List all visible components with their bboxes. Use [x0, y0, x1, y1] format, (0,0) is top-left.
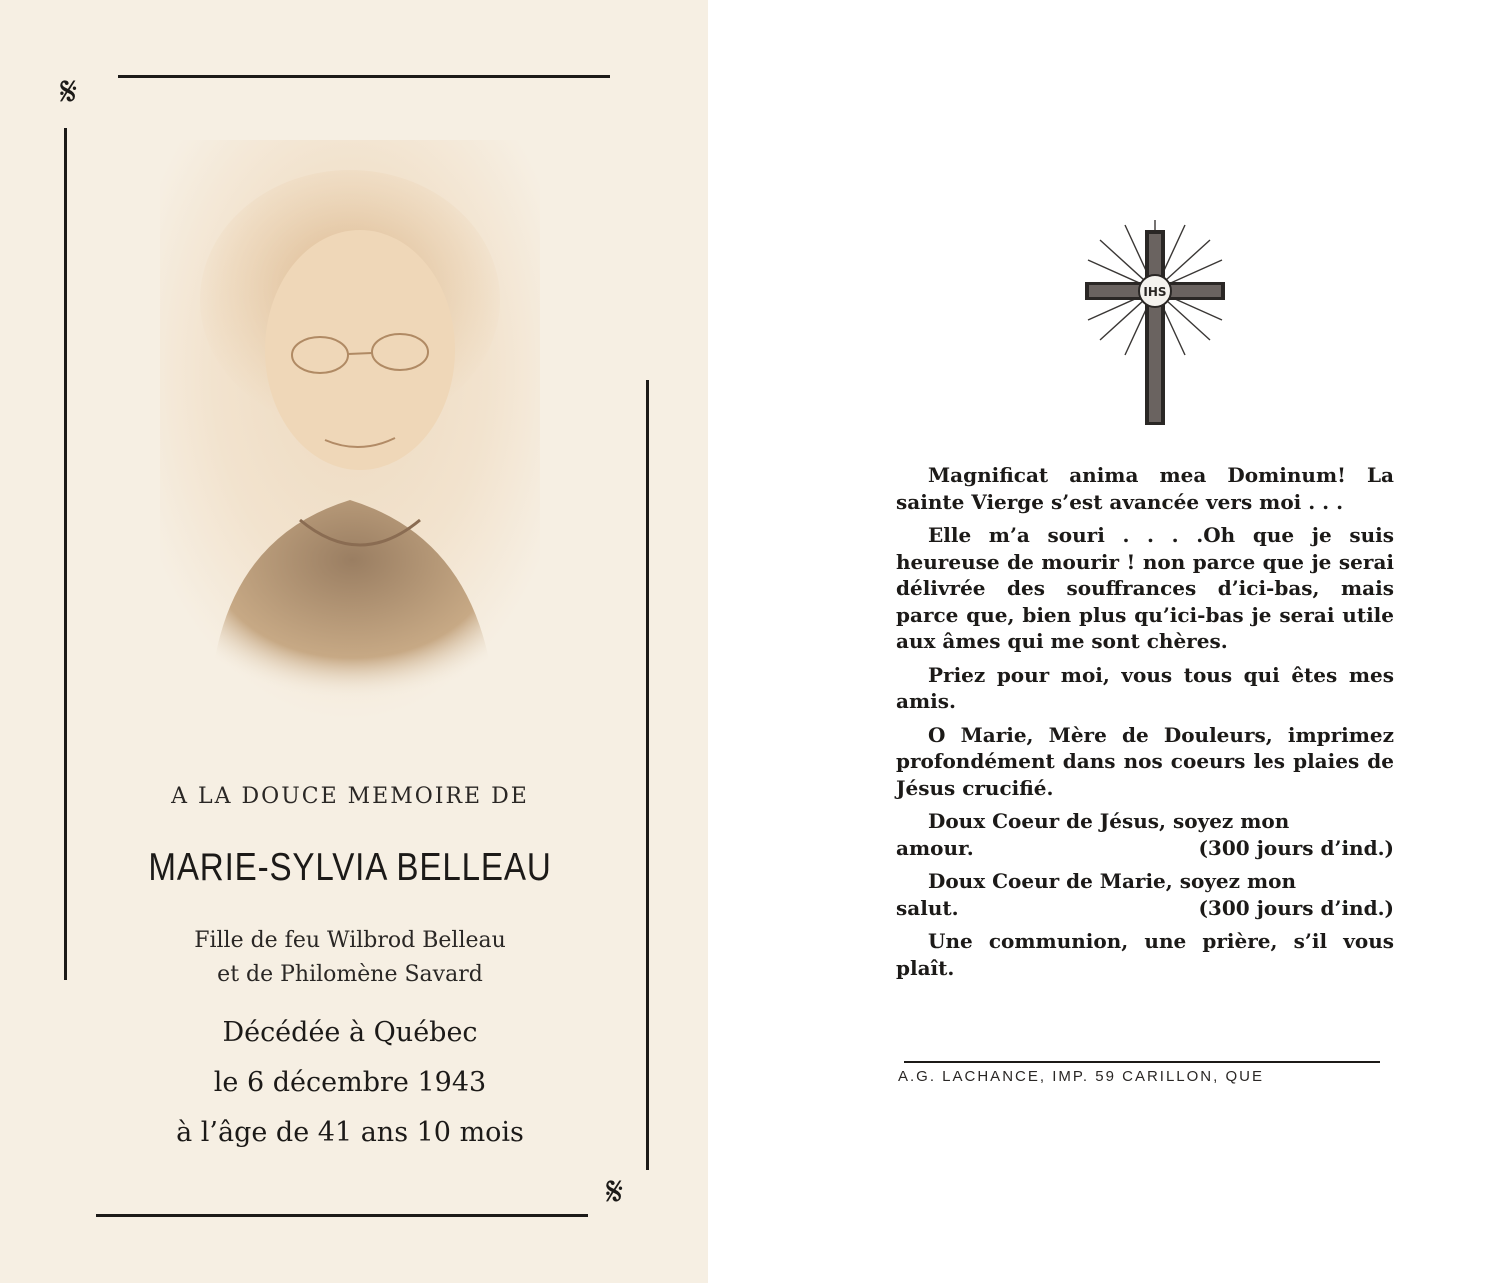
indulgence-note: (300 jours d’ind.) [1198, 835, 1394, 860]
death-age: à l’âge de 41 ans 10 mois [176, 1117, 524, 1148]
indulgence-row [896, 835, 1394, 862]
parents-block [100, 924, 600, 992]
indulgence-note: (300 jours d’ind.) [1198, 895, 1394, 920]
prayer-paragraph [896, 868, 1394, 921]
invocation-end: salut. [896, 895, 959, 920]
prayer-paragraph [896, 808, 1394, 861]
bottom-border-line [96, 1214, 588, 1217]
printer-credit: A.G. LACHANCE, IMP. 59 CARILLON, QUE [898, 1068, 1264, 1085]
prayer-text [896, 462, 1394, 988]
prayer-paragraph: Elle m’a souri . . . .Oh que je suis heureuse de mourir ! non parce que je serai délivrée des souffrances d’ici-bas, mais parce que, bien plus qu’ici-bas je serai utile aux âmes qui me sont chères. [896, 523, 1394, 653]
indulgence-row [896, 895, 1394, 922]
prayer-paragraph: Priez pour moi, vous tous qui êtes mes amis. [896, 662, 1394, 713]
invocation-jesus: Doux Coeur de Jésus, soyez mon [928, 809, 1290, 833]
invocation-marie: Doux Coeur de Marie, soyez mon [928, 869, 1296, 893]
memorial-card-back [708, 0, 1500, 1283]
deceased-name: MARIE-SYLVIA BELLEAU [148, 846, 552, 889]
death-date: le 6 décembre 1943 [213, 1067, 487, 1098]
printer-divider [904, 1061, 1380, 1063]
prayer-paragraph: Une communion, une prière, s’il vous plaît. [896, 929, 1394, 980]
parents-line: Fille de feu Wilbrod Belleau [194, 928, 506, 953]
left-border-line [64, 128, 67, 980]
death-details [100, 1008, 600, 1158]
cross-inscription: IHS [1143, 285, 1167, 299]
invocation-end: amour. [896, 835, 974, 860]
memoire-heading: A LA DOUCE MEMOIRE DE [171, 784, 529, 809]
right-border-line [646, 380, 649, 1170]
death-place: Décédée à Québec [222, 1017, 478, 1048]
top-left-flourish-icon: 𝄋 [60, 69, 78, 115]
portrait-photo [160, 140, 540, 720]
cross-icon [1080, 220, 1230, 430]
memorial-card-front [0, 0, 708, 1283]
bottom-right-flourish-icon: 𝄋 [606, 1169, 624, 1215]
prayer-paragraph: O Marie, Mère de Douleurs, imprimez profondément dans nos coeurs les plaies de Jésus crucifié. [896, 722, 1394, 800]
top-border-line [118, 75, 610, 78]
parents-line: et de Philomène Savard [217, 962, 483, 987]
prayer-paragraph: Magnificat anima mea Dominum! La sainte Vierge s’est avancée vers moi . . . [896, 463, 1394, 514]
